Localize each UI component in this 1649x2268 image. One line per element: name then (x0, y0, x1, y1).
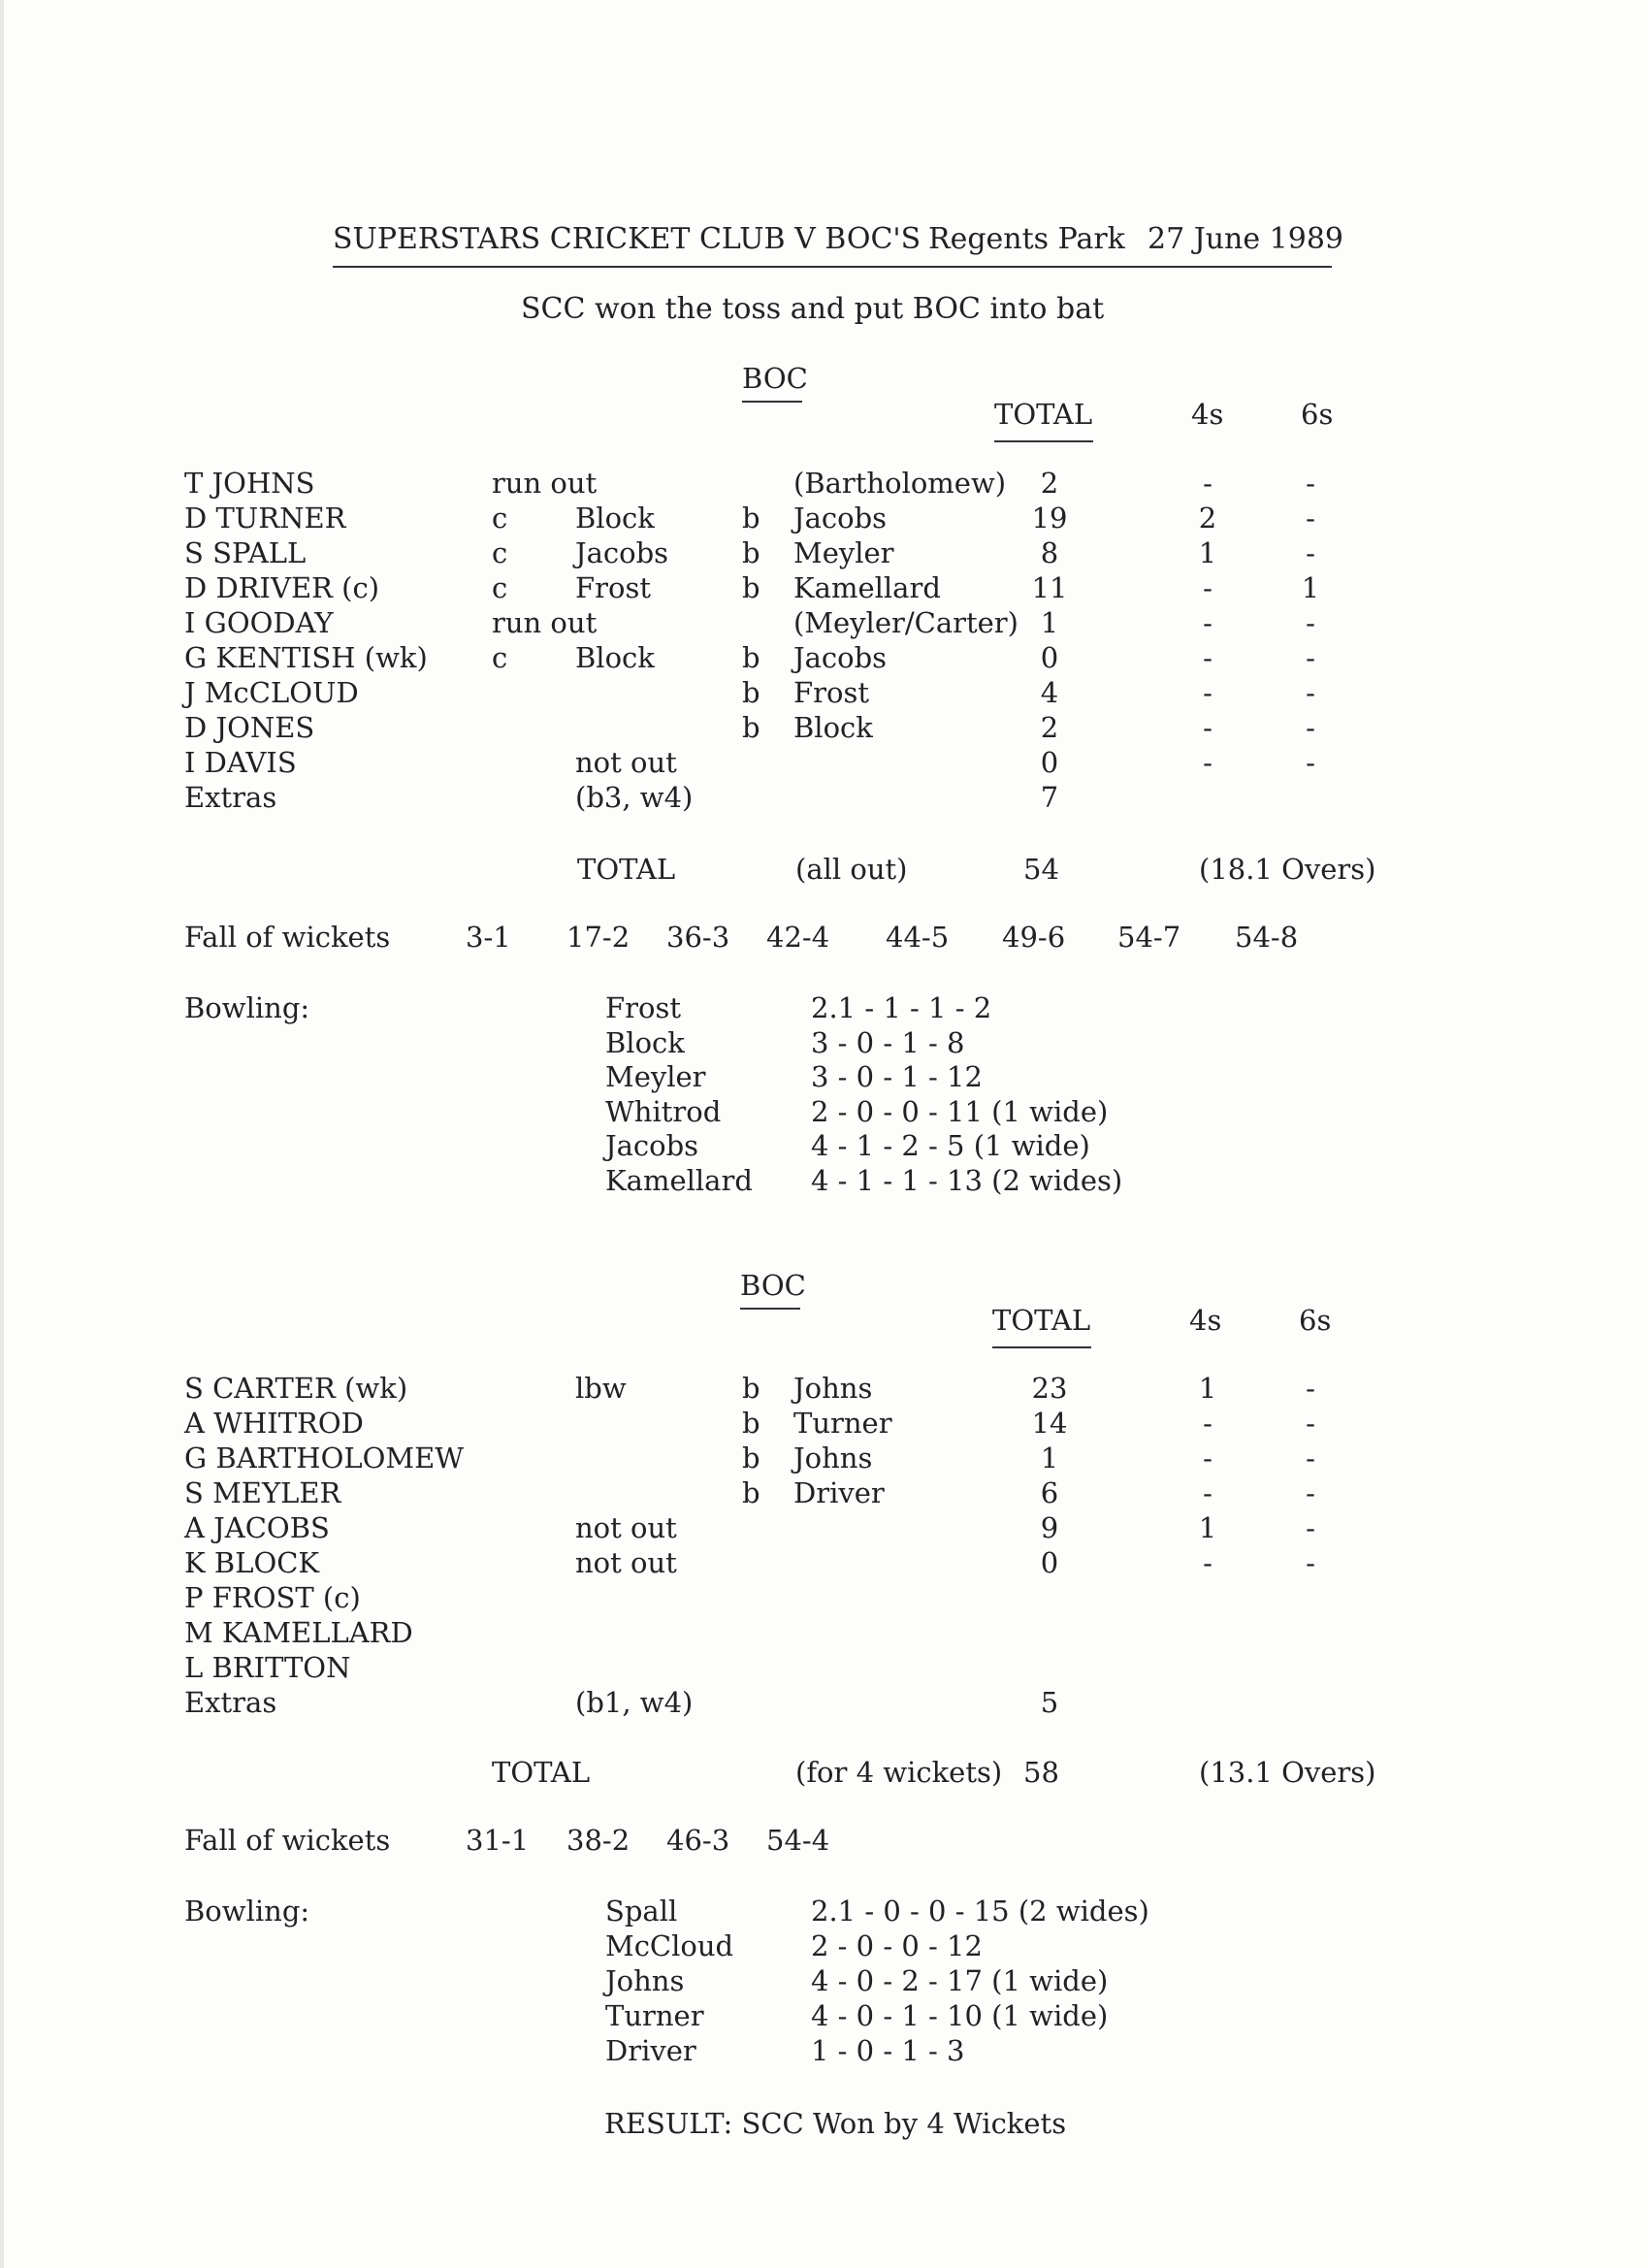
fall-of-wicket: 17-2 (566, 921, 630, 954)
col-total-header: TOTAL (994, 398, 1093, 431)
batsman-name: G KENTISH (wk) (184, 641, 428, 674)
bowler-figures: 1 - 0 - 1 - 3 (811, 2034, 965, 2067)
fours: - (1203, 1442, 1212, 1474)
dismissal-bowler: Driver (793, 1476, 885, 1509)
bowler-figures: 3 - 0 - 1 - 12 (811, 1060, 983, 1093)
sixes: - (1306, 467, 1315, 500)
bowling-label: Bowling: (184, 991, 310, 1024)
fours: - (1203, 641, 1212, 674)
dismissal-bowler: (Bartholomew) (793, 467, 1007, 500)
total-runs: 54 (1023, 853, 1059, 886)
fall-of-wicket: 36-3 (666, 921, 730, 954)
fours: - (1203, 571, 1212, 604)
runs: 8 (1040, 536, 1059, 569)
fours: - (1203, 1407, 1212, 1440)
runs: 11 (1031, 571, 1068, 604)
overs: (18.1 Overs) (1199, 853, 1376, 886)
batsman-name: A JACOBS (184, 1511, 330, 1544)
bowled-marker: b (742, 1442, 760, 1474)
bowled-marker: b (742, 502, 760, 535)
bowler-name: Turner (605, 1999, 704, 2032)
fall-of-wicket: 3-1 (466, 921, 511, 954)
runs: 4 (1040, 676, 1059, 709)
dismissal-fielder: Jacobs (575, 536, 669, 569)
batsman-name: P FROST (c) (184, 1581, 361, 1614)
runs: 14 (1031, 1407, 1068, 1440)
batsman-name: L BRITTON (184, 1651, 351, 1684)
total-underline (992, 1346, 1091, 1348)
bowled-marker: b (742, 676, 760, 709)
batsman-name: S MEYLER (184, 1476, 341, 1509)
batsman-name: D JONES (184, 711, 315, 744)
dismissal-bowler: Johns (793, 1442, 873, 1474)
batsman-name: K BLOCK (184, 1546, 320, 1579)
runs: 23 (1031, 1372, 1068, 1405)
batsman-name: J McCLOUD (184, 676, 359, 709)
bowler-name: Whitrod (605, 1094, 722, 1128)
bowler-figures: 4 - 0 - 2 - 17 (1 wide) (811, 1964, 1109, 1997)
batsman-name: G BARTHOLOMEW (184, 1442, 465, 1474)
dismissal-bowler: Kamellard (793, 571, 941, 604)
bowler-figures: 2 - 0 - 0 - 11 (1 wide) (811, 1094, 1109, 1128)
runs: 7 (1040, 781, 1059, 814)
match-venue: Regents Park (928, 222, 1125, 256)
runs: 6 (1040, 1476, 1059, 1509)
total-underline (994, 440, 1093, 442)
col-6s-header: 6s (1301, 398, 1334, 431)
batsman-name: S CARTER (wk) (184, 1372, 408, 1405)
fall-of-wicket: 46-3 (666, 1824, 730, 1857)
bowler-name: Jacobs (605, 1129, 699, 1162)
overs: (13.1 Overs) (1199, 1756, 1376, 1789)
dismissal-bowler: Meyler (793, 536, 894, 569)
dismissal-fielder: (b1, w4) (575, 1686, 694, 1719)
sixes: - (1306, 641, 1315, 674)
bowler-name: Johns (605, 1964, 685, 1997)
runs: 0 (1040, 1546, 1059, 1579)
dismissal-fielder: not out (575, 746, 677, 779)
dismissal-type: c (492, 502, 508, 535)
paper-edge (0, 0, 4, 2268)
dismissal-fielder: (b3, w4) (575, 781, 694, 814)
bowled-marker: b (742, 571, 760, 604)
fall-of-wicket: 54-4 (766, 1824, 830, 1857)
batsman-name: S SPALL (184, 536, 307, 569)
batsman-name: I GOODAY (184, 606, 334, 639)
dismissal-fielder: not out (575, 1546, 677, 1579)
batsman-name: Extras (184, 781, 277, 814)
fours: - (1203, 1476, 1212, 1509)
fall-of-wicket: 31-1 (466, 1824, 530, 1857)
total-desc: (all out) (795, 853, 908, 886)
bowled-marker: b (742, 711, 760, 744)
runs: 0 (1040, 746, 1059, 779)
dismissal-type: c (492, 641, 508, 674)
fours: - (1203, 467, 1212, 500)
batsman-name: A WHITROD (184, 1407, 364, 1440)
fow-label: Fall of wickets (184, 1824, 391, 1857)
fours: 1 (1198, 1511, 1217, 1544)
bowler-figures: 2 - 0 - 0 - 12 (811, 1929, 983, 1962)
fall-of-wicket: 44-5 (886, 921, 950, 954)
sixes: - (1306, 1476, 1315, 1509)
batsman-name: D DRIVER (c) (184, 571, 380, 604)
sixes: - (1306, 1442, 1315, 1474)
batsman-name: M KAMELLARD (184, 1616, 413, 1649)
batsman-name: Extras (184, 1686, 277, 1719)
fours: - (1203, 746, 1212, 779)
match-title: SUPERSTARS CRICKET CLUB V BOC'S (333, 222, 922, 256)
runs: 0 (1040, 641, 1059, 674)
fours: - (1203, 711, 1212, 744)
match-result: RESULT: SCC Won by 4 Wickets (604, 2107, 1067, 2140)
dismissal-type: run out (492, 606, 598, 639)
total-desc: (for 4 wickets) (795, 1756, 1003, 1789)
sixes: - (1306, 606, 1315, 639)
sixes: - (1306, 502, 1315, 535)
fours: - (1203, 1546, 1212, 1579)
bowled-marker: b (742, 641, 760, 674)
sixes: - (1306, 536, 1315, 569)
dismissal-type: run out (492, 467, 598, 500)
sixes: - (1306, 711, 1315, 744)
dismissal-bowler: Jacobs (793, 641, 888, 674)
fow-label: Fall of wickets (184, 921, 391, 954)
fall-of-wicket: 42-4 (766, 921, 830, 954)
bowler-figures: 2.1 - 0 - 0 - 15 (2 wides) (811, 1895, 1149, 1928)
dismissal-fielder: Block (575, 502, 655, 535)
bowler-figures: 2.1 - 1 - 1 - 2 (811, 991, 992, 1024)
sixes: - (1306, 1546, 1315, 1579)
fours: 2 (1198, 502, 1217, 535)
bowler-figures: 4 - 1 - 2 - 5 (1 wide) (811, 1129, 1090, 1162)
dismissal-fielder: Frost (575, 571, 651, 604)
bowler-name: McCloud (605, 1929, 734, 1962)
total-label: TOTAL (577, 853, 676, 886)
bowler-figures: 4 - 1 - 1 - 13 (2 wides) (811, 1163, 1123, 1197)
dismissal-type: c (492, 536, 508, 569)
total-runs: 58 (1023, 1756, 1059, 1789)
sixes: - (1306, 1372, 1315, 1405)
dismissal-fielder: not out (575, 1511, 677, 1544)
bowler-figures: 3 - 0 - 1 - 8 (811, 1025, 965, 1059)
batsman-name: T JOHNS (184, 467, 315, 500)
innings-2-team: BOC (740, 1269, 806, 1302)
runs: 1 (1040, 1442, 1059, 1474)
dismissal-bowler: Block (793, 711, 873, 744)
bowled-marker: b (742, 536, 760, 569)
dismissal-bowler: Jacobs (793, 502, 888, 535)
dismissal-type: c (492, 571, 508, 604)
team-underline (742, 401, 802, 403)
bowler-name: Kamellard (605, 1163, 753, 1197)
dismissal-bowler: Turner (793, 1407, 892, 1440)
fours: - (1203, 676, 1212, 709)
col-4s-header: 4s (1189, 1304, 1222, 1337)
sixes: - (1306, 1407, 1315, 1440)
dismissal-bowler: Frost (793, 676, 869, 709)
team-underline (740, 1308, 800, 1310)
runs: 9 (1040, 1511, 1059, 1544)
col-4s-header: 4s (1191, 398, 1224, 431)
bowled-marker: b (742, 1476, 760, 1509)
bowler-name: Spall (605, 1895, 678, 1928)
bowling-label: Bowling: (184, 1895, 310, 1928)
fall-of-wicket: 54-7 (1117, 921, 1181, 954)
col-total-header: TOTAL (992, 1304, 1091, 1337)
runs: 5 (1040, 1686, 1059, 1719)
dismissal-fielder: lbw (575, 1372, 627, 1405)
fall-of-wicket: 38-2 (566, 1824, 630, 1857)
fall-of-wicket: 54-8 (1235, 921, 1299, 954)
dismissal-fielder: Block (575, 641, 655, 674)
sixes: 1 (1301, 571, 1320, 604)
match-date: 27 June 1989 (1148, 222, 1344, 256)
dismissal-bowler: (Meyler/Carter) (793, 606, 1018, 639)
runs: 2 (1040, 467, 1059, 500)
col-6s-header: 6s (1299, 1304, 1332, 1337)
batsman-name: I DAVIS (184, 746, 297, 779)
bowler-figures: 4 - 0 - 1 - 10 (1 wide) (811, 1999, 1109, 2032)
fours: - (1203, 606, 1212, 639)
batsman-name: D TURNER (184, 502, 346, 535)
bowler-name: Frost (605, 991, 681, 1024)
sixes: - (1306, 676, 1315, 709)
dismissal-bowler: Johns (793, 1372, 873, 1405)
fall-of-wicket: 49-6 (1002, 921, 1066, 954)
sixes: - (1306, 1511, 1315, 1544)
title-underline (333, 266, 1332, 268)
runs: 1 (1040, 606, 1059, 639)
sixes: - (1306, 746, 1315, 779)
bowler-name: Block (605, 1025, 685, 1059)
bowler-name: Driver (605, 2034, 696, 2067)
runs: 2 (1040, 711, 1059, 744)
bowler-name: Meyler (605, 1060, 706, 1093)
fours: 1 (1198, 536, 1217, 569)
bowled-marker: b (742, 1407, 760, 1440)
total-label: TOTAL (492, 1756, 591, 1789)
bowled-marker: b (742, 1372, 760, 1405)
toss-note: SCC won the toss and put BOC into bat (521, 292, 1105, 326)
fours: 1 (1198, 1372, 1217, 1405)
runs: 19 (1031, 502, 1068, 535)
innings-1-team: BOC (742, 362, 808, 395)
